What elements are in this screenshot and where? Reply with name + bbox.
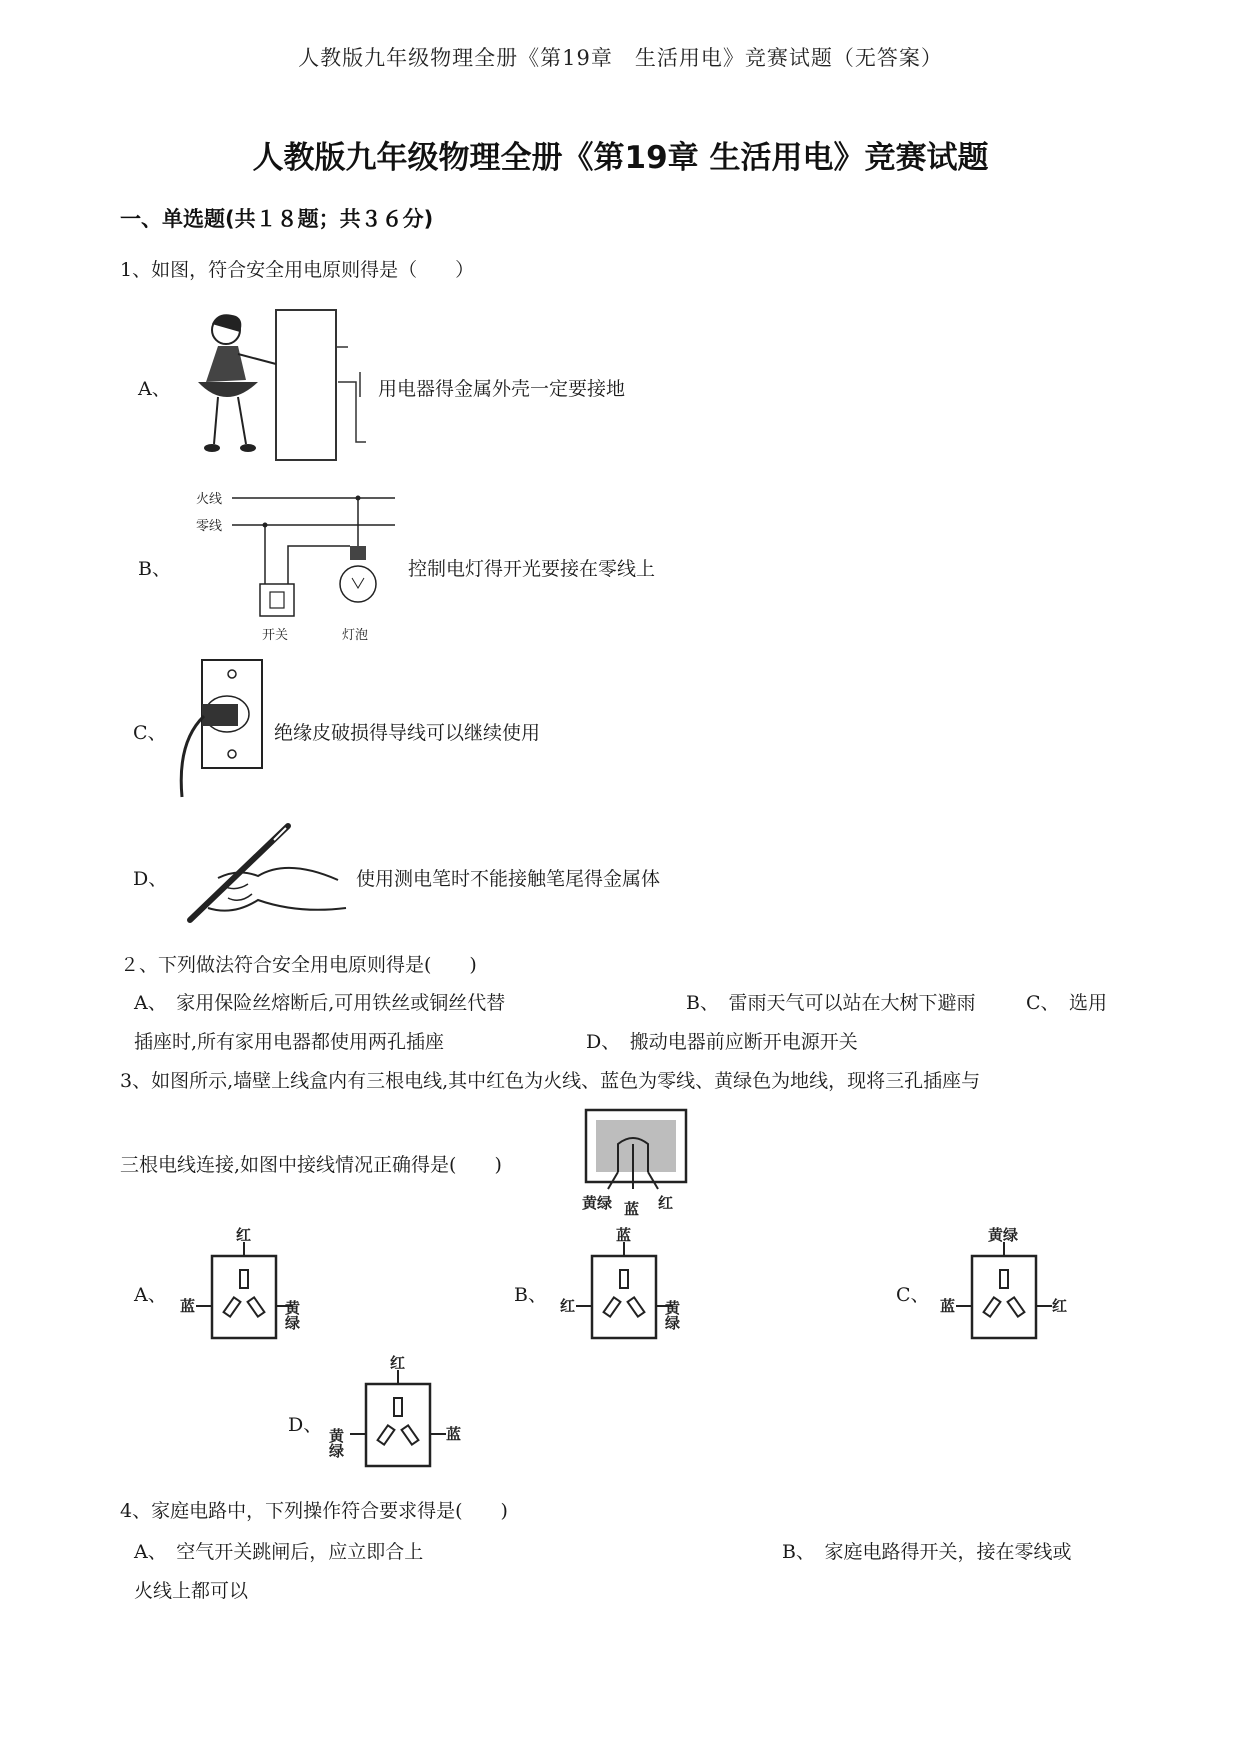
q4-option-a: A、 空气开关跳闸后，应立即合上 bbox=[134, 1541, 424, 1563]
q1-option-d-label: D、 bbox=[133, 868, 168, 890]
socket-right-label: 红 bbox=[1052, 1297, 1068, 1315]
q2-stem: ２、下列做法符合安全用电原则得是( ) bbox=[120, 954, 477, 976]
q3-option-b-label: B、 bbox=[514, 1284, 547, 1306]
socket-left-label: 红 bbox=[560, 1297, 576, 1315]
q1-option-b-text: 控制电灯得开光要接在零线上 bbox=[408, 558, 656, 580]
bulb-label: 灯泡 bbox=[342, 628, 369, 643]
q4-stem: 4、家庭电路中，下列操作符合要求得是( ) bbox=[120, 1500, 508, 1522]
socket-top-label: 红 bbox=[236, 1226, 252, 1244]
page-title: 人教版九年级物理全册《第19章 生活用电》竞赛试题 bbox=[252, 140, 989, 176]
q2-option-c-part2: 插座时,所有家用电器都使用两孔插座 bbox=[134, 1031, 445, 1053]
socket-right-label: 黄绿 bbox=[283, 1300, 301, 1330]
box-red-label: 红 bbox=[658, 1194, 674, 1212]
q2-option-b: B、 雷雨天气可以站在大树下避雨 bbox=[686, 992, 976, 1014]
girl-at-appliance-figure bbox=[188, 302, 383, 462]
q3-option-a-socket bbox=[178, 1226, 310, 1346]
test-pen-hand-figure bbox=[178, 818, 353, 933]
q1-stem: 1、如图，符合安全用电原则得是（ ） bbox=[120, 259, 475, 281]
socket-top-label: 红 bbox=[390, 1354, 406, 1372]
socket-plug-figure bbox=[172, 652, 272, 802]
q3-option-c-label: C、 bbox=[896, 1284, 930, 1306]
wall-wire-box-figure bbox=[578, 1104, 696, 1218]
q1-option-d-text: 使用测电笔时不能接触笔尾得金属体 bbox=[356, 868, 661, 890]
socket-top-label: 黄绿 bbox=[988, 1226, 1019, 1244]
q1-option-a-text: 用电器得金属外壳一定要接地 bbox=[378, 378, 626, 400]
q3-stem-line2: 三根电线连接,如图中接线情况正确得是( ) bbox=[120, 1154, 502, 1176]
switch-bulb-circuit-figure bbox=[190, 486, 410, 646]
q2-option-a: A、 家用保险丝熔断后,可用铁丝或铜丝代替 bbox=[134, 992, 506, 1014]
q3-stem-line1: 3、如图所示,墙壁上线盒内有三根电线,其中红色为火线、蓝色为零线、黄绿色为地线，现将三孔插座与 bbox=[120, 1070, 981, 1092]
q2-option-d: D、 搬动电器前应断开电源开关 bbox=[586, 1031, 858, 1053]
socket-left-label: 蓝 bbox=[940, 1297, 956, 1315]
socket-right-label: 蓝 bbox=[446, 1425, 462, 1443]
socket-left-label: 黄绿 bbox=[327, 1428, 345, 1458]
q3-option-b-socket bbox=[558, 1226, 690, 1346]
page-header: 人教版九年级物理全册《第19章 生活用电》竞赛试题（无答案） bbox=[298, 46, 943, 70]
q1-option-c-text: 绝缘皮破损得导线可以继续使用 bbox=[274, 722, 541, 744]
live-wire-label: 火线 bbox=[196, 492, 223, 507]
socket-left-label: 蓝 bbox=[180, 1297, 196, 1315]
q1-option-c-label: C、 bbox=[133, 722, 167, 744]
q2-option-c-part1: C、 选用 bbox=[1026, 992, 1108, 1014]
q3-option-c-socket bbox=[938, 1226, 1070, 1346]
q3-option-d-label: D、 bbox=[288, 1414, 323, 1436]
neutral-wire-label: 零线 bbox=[196, 519, 223, 534]
box-blue-label: 蓝 bbox=[624, 1200, 640, 1218]
q1-option-a-label: A、 bbox=[138, 378, 171, 400]
q3-option-d-socket bbox=[327, 1354, 464, 1474]
socket-right-label: 黄绿 bbox=[663, 1300, 681, 1330]
switch-label: 开关 bbox=[262, 628, 289, 643]
q4-option-b-part1: B、 家庭电路得开关，接在零线或 bbox=[782, 1541, 1072, 1563]
q1-option-b-label: B、 bbox=[138, 558, 171, 580]
box-yellow-green-label: 黄绿 bbox=[582, 1194, 613, 1212]
q3-option-a-label: A、 bbox=[134, 1284, 167, 1306]
socket-top-label: 蓝 bbox=[616, 1226, 632, 1244]
q4-option-b-part2: 火线上都可以 bbox=[134, 1580, 249, 1602]
section-heading: 一、单选题(共１８题；共３６分) bbox=[120, 207, 434, 231]
